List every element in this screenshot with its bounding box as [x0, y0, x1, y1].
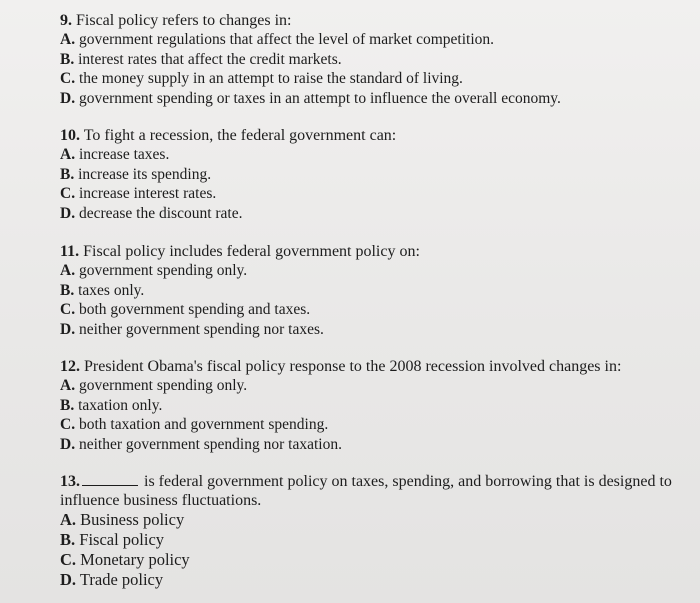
question-stem	[60, 242, 692, 261]
option-letter: B.	[60, 530, 76, 549]
option-text: government spending only.	[78, 377, 248, 394]
option-d	[60, 320, 692, 340]
option-letter: A.	[60, 377, 76, 394]
option-letter: B.	[60, 396, 75, 414]
option-text: the money supply in an attempt to raise the standard of living.	[78, 70, 463, 87]
option-a	[60, 261, 692, 281]
question-9	[60, 11, 692, 108]
option-letter: A.	[60, 146, 76, 163]
option-b	[60, 165, 692, 185]
question-number: 12.	[60, 358, 80, 375]
option-b	[60, 281, 692, 301]
option-letter: C.	[60, 70, 76, 87]
option-text: Business policy	[80, 510, 185, 529]
question-text: is federal government policy on taxes, spending, and borrowing that is designed to influence business fluctuations.	[60, 473, 672, 509]
option-letter: D.	[60, 204, 76, 222]
option-c	[60, 415, 692, 435]
question-text: President Obama's fiscal policy response to the 2008 recession involved changes in:	[84, 358, 622, 375]
question-10	[60, 126, 692, 223]
option-d	[60, 570, 692, 590]
option-a	[60, 510, 692, 530]
option-d	[60, 204, 692, 224]
option-text: both taxation and government spending.	[78, 416, 329, 433]
option-text: government spending or taxes in an attempt to influence the overall economy.	[78, 89, 561, 107]
option-b	[60, 50, 692, 70]
option-c	[60, 300, 692, 320]
question-12	[60, 357, 692, 454]
option-letter: C.	[60, 185, 76, 202]
option-letter: D.	[60, 89, 76, 107]
question-stem	[60, 472, 692, 510]
option-a	[60, 30, 692, 50]
option-text: neither government spending nor taxation.	[78, 435, 342, 453]
option-letter: B.	[60, 50, 75, 68]
option-letter: C.	[60, 550, 77, 569]
option-c	[60, 550, 692, 570]
option-text: interest rates that affect the credit markets.	[78, 50, 342, 68]
option-letter: C.	[60, 416, 76, 433]
option-b	[60, 530, 692, 550]
question-13	[60, 472, 692, 590]
option-text: government regulations that affect the level of market competition.	[78, 31, 495, 48]
answer-blank	[82, 472, 138, 486]
option-text: taxation only.	[78, 396, 163, 414]
question-11	[60, 242, 692, 339]
option-letter: A.	[60, 510, 77, 529]
option-letter: D.	[60, 435, 76, 453]
option-text: decrease the discount rate.	[78, 204, 243, 222]
option-text: Trade policy	[79, 570, 164, 589]
question-number: 10.	[60, 127, 80, 144]
option-letter: B.	[60, 281, 75, 299]
question-number: 9.	[60, 12, 72, 29]
option-text: Monetary policy	[80, 550, 190, 569]
option-text: government spending only.	[78, 262, 248, 279]
question-text: Fiscal policy refers to changes in:	[76, 12, 292, 29]
option-text: neither government spending nor taxes.	[78, 320, 324, 338]
option-text: both government spending and taxes.	[78, 301, 311, 318]
option-a	[60, 145, 692, 165]
option-d	[60, 435, 692, 455]
option-a	[60, 376, 692, 396]
option-d	[60, 89, 692, 109]
option-text: Fiscal policy	[79, 530, 165, 549]
option-text: increase taxes.	[78, 146, 170, 163]
option-letter: B.	[60, 165, 75, 183]
question-text: Fiscal policy includes federal government policy on:	[83, 243, 420, 260]
question-number: 11.	[60, 243, 80, 260]
option-letter: A.	[60, 31, 76, 48]
question-stem	[60, 11, 692, 30]
option-b	[60, 396, 692, 416]
option-letter: C.	[60, 301, 76, 318]
question-stem	[60, 126, 692, 145]
option-letter: D.	[60, 320, 76, 338]
option-c	[60, 69, 692, 89]
option-text: increase its spending.	[78, 165, 212, 183]
question-stem	[60, 357, 692, 376]
option-letter: D.	[60, 570, 77, 589]
option-letter: A.	[60, 262, 76, 279]
option-text: increase interest rates.	[78, 185, 217, 202]
question-text: To fight a recession, the federal government can:	[83, 127, 397, 144]
option-text: taxes only.	[78, 281, 145, 299]
option-c	[60, 184, 692, 204]
question-number: 13.	[60, 473, 80, 490]
